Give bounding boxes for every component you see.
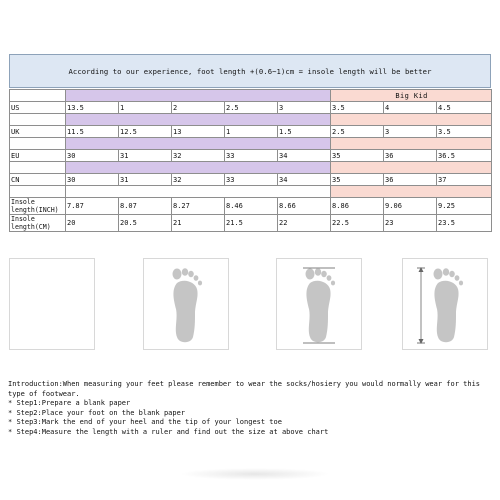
- steps-list: [8, 399, 494, 437]
- size-cell: 3.5: [437, 126, 492, 138]
- row-label: UK: [10, 126, 66, 138]
- size-cell: 1.5: [278, 126, 331, 138]
- size-cell: 4.5: [437, 102, 492, 114]
- size-cell: 31: [119, 150, 172, 162]
- size-cell: 8.86: [331, 198, 384, 215]
- row-label: US: [10, 102, 66, 114]
- header-band-row: [10, 90, 492, 102]
- size-cell: 32: [172, 174, 225, 186]
- size-cell: 8.66: [278, 198, 331, 215]
- insole-inch-row: [10, 198, 492, 215]
- size-cell: 22: [278, 215, 331, 232]
- size-cell: 34: [278, 174, 331, 186]
- size-row-eu: [10, 150, 492, 162]
- size-cell: 35: [331, 174, 384, 186]
- size-row-uk: [10, 126, 492, 138]
- size-cell: 20: [66, 215, 119, 232]
- separator-band: [10, 162, 492, 174]
- sizing-tip-banner: According to our experience, foot length +(0.6~1)cm = insole length will be better: [9, 54, 491, 88]
- intro-text: Introduction:When measuring your feet please remember to wear the socks/hosiery you would normally wear for this type of footwear.: [8, 380, 481, 398]
- insole-cm-row: [10, 215, 492, 232]
- step-item: * Step4:Measure the length with a ruler and find out the size at above chart: [8, 428, 494, 438]
- row-label: CN: [10, 174, 66, 186]
- row-label: Insole length(INCH): [10, 198, 66, 215]
- background-smudge: [180, 468, 330, 480]
- row-label: EU: [10, 150, 66, 162]
- step-item: * Step3:Mark the end of your heel and the tip of your longest toe: [8, 418, 494, 428]
- size-cell: 7.87: [66, 198, 119, 215]
- size-cell: 13: [172, 126, 225, 138]
- size-cell: 1: [119, 102, 172, 114]
- size-row-us: [10, 102, 492, 114]
- size-cell: 23.5: [437, 215, 492, 232]
- separator-band: [10, 114, 492, 126]
- size-cell: 37: [437, 174, 492, 186]
- size-cell: 3: [384, 126, 437, 138]
- size-cell: 13.5: [66, 102, 119, 114]
- size-cell: 3.5: [331, 102, 384, 114]
- size-cell: 8.07: [119, 198, 172, 215]
- size-cell: 33: [225, 150, 278, 162]
- measuring-steps-illustration: [0, 258, 500, 350]
- separator-band: [10, 138, 492, 150]
- size-cell: 8.46: [225, 198, 278, 215]
- size-cell: 2.5: [225, 102, 278, 114]
- size-cell: 3: [278, 102, 331, 114]
- size-chart-table: [9, 89, 492, 232]
- big-kid-group-label: Big Kid: [331, 90, 492, 102]
- size-cell: 2.5: [331, 126, 384, 138]
- size-cell: 32: [172, 150, 225, 162]
- header-toddler-group-cell: [66, 90, 331, 102]
- size-cell: 36: [384, 174, 437, 186]
- size-cell: 1: [225, 126, 278, 138]
- blank-paper-icon: [9, 258, 95, 350]
- foot-on-paper-icon: [143, 258, 229, 350]
- size-cell: 34: [278, 150, 331, 162]
- size-cell: 36: [384, 150, 437, 162]
- foot-marked-icon: [276, 258, 362, 350]
- size-cell: 21: [172, 215, 225, 232]
- row-label: Insole length(CM): [10, 215, 66, 232]
- size-cell: 9.25: [437, 198, 492, 215]
- size-cell: 36.5: [437, 150, 492, 162]
- size-cell: 12.5: [119, 126, 172, 138]
- size-cell: 2: [172, 102, 225, 114]
- size-row-cn: [10, 174, 492, 186]
- separator-band: [10, 186, 492, 198]
- step-item: * Step2:Place your foot on the blank paper: [8, 409, 494, 419]
- size-cell: 30: [66, 174, 119, 186]
- size-cell: 33: [225, 174, 278, 186]
- size-cell: 30: [66, 150, 119, 162]
- foot-measure-icon: [402, 258, 488, 350]
- step-item: * Step1:Prepare a blank paper: [8, 399, 494, 409]
- measuring-instructions: [8, 380, 494, 438]
- size-cell: 21.5: [225, 215, 278, 232]
- size-cell: 9.06: [384, 198, 437, 215]
- size-cell: 11.5: [66, 126, 119, 138]
- header-blank-cell: [10, 90, 66, 102]
- size-cell: 35: [331, 150, 384, 162]
- size-cell: 8.27: [172, 198, 225, 215]
- size-cell: 31: [119, 174, 172, 186]
- size-cell: 22.5: [331, 215, 384, 232]
- size-cell: 4: [384, 102, 437, 114]
- size-cell: 23: [384, 215, 437, 232]
- size-cell: 20.5: [119, 215, 172, 232]
